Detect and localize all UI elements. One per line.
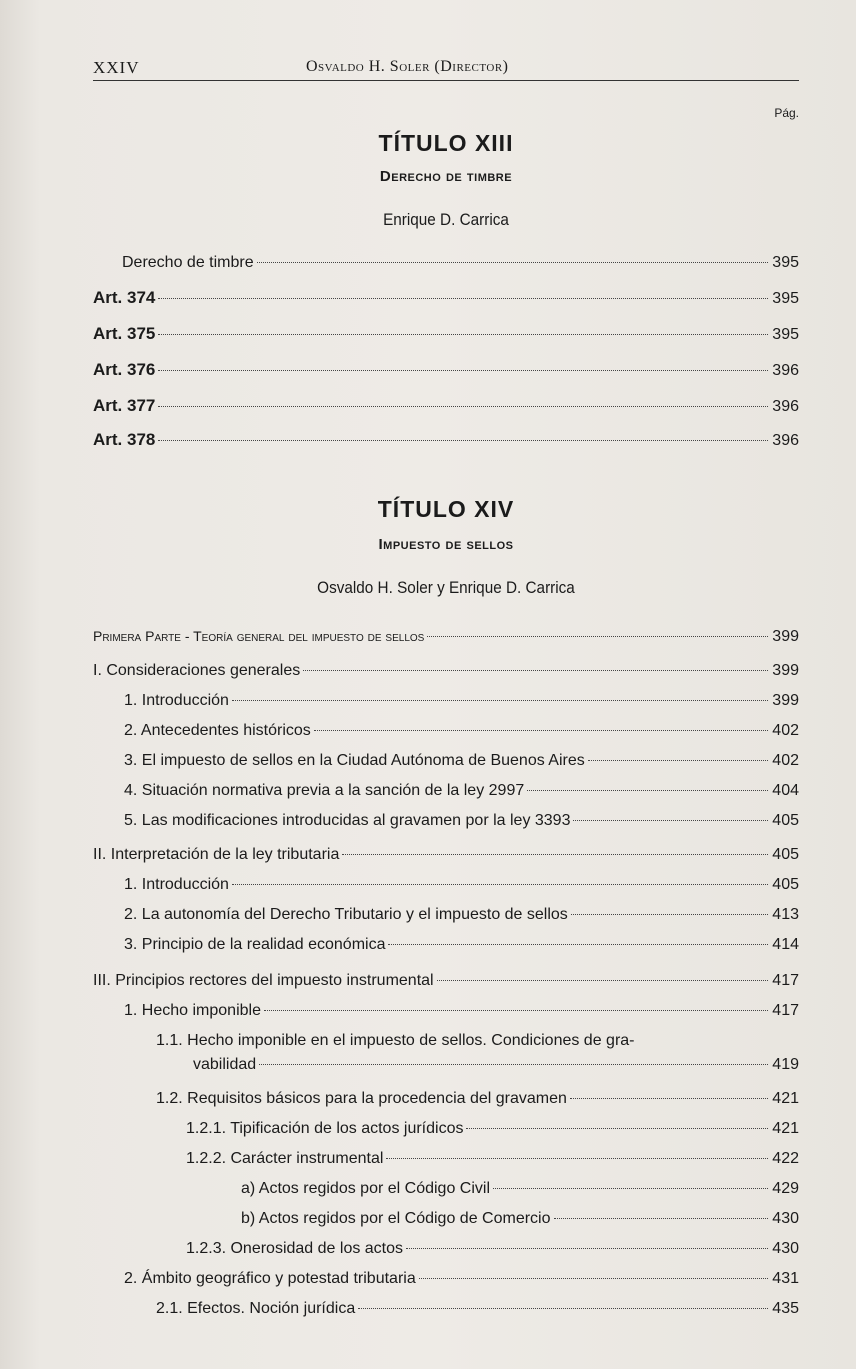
toc-entry-page: 399 bbox=[772, 628, 799, 645]
toc-entry[interactable] bbox=[193, 1056, 799, 1080]
toc-entry-label: 2.1. Efectos. Noción jurídica bbox=[156, 1300, 356, 1317]
toc-entry-page: 405 bbox=[772, 876, 799, 893]
toc-entry-label: Art. 377 bbox=[93, 396, 156, 415]
toc-entry-label: I. Consideraciones generales bbox=[93, 662, 301, 679]
toc-entry[interactable] bbox=[124, 936, 799, 960]
toc-entry-page: 431 bbox=[772, 1270, 799, 1287]
toc-entry[interactable] bbox=[156, 1090, 799, 1114]
toc-entry-line[interactable] bbox=[156, 1032, 799, 1056]
toc-entry-page: 396 bbox=[772, 398, 799, 415]
toc-entry[interactable] bbox=[93, 360, 799, 384]
toc-entry-page: 399 bbox=[772, 692, 799, 709]
toc-entry[interactable] bbox=[241, 1210, 799, 1234]
toc-entry-label: a) Actos regidos por el Código Civil bbox=[241, 1180, 491, 1197]
dot-leader bbox=[437, 980, 768, 981]
dot-leader bbox=[466, 1128, 768, 1129]
toc-entry[interactable] bbox=[124, 812, 799, 836]
toc-entry-page: 430 bbox=[772, 1210, 799, 1227]
toc-entry[interactable] bbox=[124, 876, 799, 900]
toc-entry[interactable] bbox=[124, 1270, 799, 1294]
toc-entry-label: 4. Situación normativa previa a la sanción de la ley 2997 bbox=[124, 782, 525, 799]
toc-entry[interactable] bbox=[93, 662, 799, 686]
dot-leader bbox=[571, 914, 768, 915]
dot-leader bbox=[419, 1278, 768, 1279]
toc-entry-page: 405 bbox=[772, 812, 799, 829]
toc-entry-label: b) Actos regidos por el Código de Comercio bbox=[241, 1210, 551, 1227]
toc-entry-page: 422 bbox=[772, 1150, 799, 1167]
toc-entry-page: 395 bbox=[772, 326, 799, 343]
toc-entry-page: 421 bbox=[772, 1120, 799, 1137]
toc-entry-label: 1.1. Hecho imponible en el impuesto de sellos. Condiciones de gra- bbox=[156, 1032, 635, 1049]
toc-entry[interactable] bbox=[122, 254, 799, 278]
toc-entry-label: 2. La autonomía del Derecho Tributario y el impuesto de sellos bbox=[124, 906, 568, 923]
toc-entry-label: 3. El impuesto de sellos en la Ciudad Autónoma de Buenos Aires bbox=[124, 752, 585, 769]
toc-entry-label: Art. 378 bbox=[93, 430, 156, 449]
subtitle-xiv: Impuesto de sellos bbox=[378, 536, 514, 553]
dot-leader bbox=[588, 760, 768, 761]
toc-entry-page: 402 bbox=[772, 752, 799, 769]
toc-entry-label: Derecho de timbre bbox=[122, 254, 254, 271]
toc-entry-page: 429 bbox=[772, 1180, 799, 1197]
toc-entry[interactable] bbox=[186, 1240, 799, 1264]
toc-entry-page: 419 bbox=[772, 1056, 799, 1073]
toc-entry-page: 405 bbox=[772, 846, 799, 863]
dot-leader bbox=[427, 636, 768, 637]
toc-entry-label: 1. Introducción bbox=[124, 876, 229, 893]
dot-leader bbox=[573, 820, 768, 821]
toc-entry-label: III. Principios rectores del impuesto instrumental bbox=[93, 972, 434, 989]
toc-entry-label: vabilidad bbox=[193, 1056, 257, 1073]
header-author: Osvaldo H. Soler (Director) bbox=[306, 58, 509, 75]
dot-leader bbox=[232, 884, 768, 885]
dot-leader bbox=[158, 406, 768, 407]
toc-entry-page: 395 bbox=[772, 290, 799, 307]
toc-entry[interactable] bbox=[156, 1300, 799, 1324]
dot-leader bbox=[232, 700, 768, 701]
toc-entry-part[interactable] bbox=[93, 628, 799, 652]
dot-leader bbox=[158, 370, 768, 371]
toc-entry-page: 417 bbox=[772, 972, 799, 989]
dot-leader bbox=[158, 298, 768, 299]
dot-leader bbox=[386, 1158, 768, 1159]
toc-entry-page: 396 bbox=[772, 362, 799, 379]
dot-leader bbox=[406, 1248, 768, 1249]
toc-entry-label: 1.2. Requisitos básicos para la procedencia del gravamen bbox=[156, 1090, 567, 1107]
dot-leader bbox=[570, 1098, 768, 1099]
page-folio: XXIV bbox=[93, 58, 140, 77]
toc-entry-label: 1.2.2. Carácter instrumental bbox=[186, 1150, 384, 1167]
toc-entry-label: Art. 376 bbox=[93, 360, 156, 379]
toc-entry-page: 396 bbox=[772, 432, 799, 449]
toc-entry-page: 414 bbox=[772, 936, 799, 953]
dot-leader bbox=[314, 730, 768, 731]
subtitle-xiii: Derecho de timbre bbox=[379, 168, 513, 185]
toc-entry[interactable] bbox=[241, 1180, 799, 1204]
toc-entry-page: 404 bbox=[772, 782, 799, 799]
dot-leader bbox=[493, 1188, 768, 1189]
toc-entry-label: Art. 374 bbox=[93, 288, 156, 307]
toc-entry[interactable] bbox=[93, 324, 799, 348]
dot-leader bbox=[257, 262, 768, 263]
toc-entry-page: 430 bbox=[772, 1240, 799, 1257]
toc-entry-page: 395 bbox=[772, 254, 799, 271]
toc-entry-label: Primera Parte - Teoría general del impuesto de sellos bbox=[93, 628, 425, 644]
toc-entry-page: 435 bbox=[772, 1300, 799, 1317]
dot-leader bbox=[388, 944, 768, 945]
toc-entry-label: 1. Introducción bbox=[124, 692, 229, 709]
dot-leader bbox=[158, 440, 768, 441]
title-xiv: TÍTULO XIV bbox=[377, 496, 515, 522]
toc-entry-label: 1. Hecho imponible bbox=[124, 1002, 261, 1019]
toc-entry-label: 1.2.1. Tipificación de los actos jurídicos bbox=[186, 1120, 464, 1137]
toc-entry-label: Art. 375 bbox=[93, 324, 156, 343]
toc-entry-page: 417 bbox=[772, 1002, 799, 1019]
dot-leader bbox=[158, 334, 768, 335]
toc-entry[interactable] bbox=[93, 846, 799, 870]
toc-entry-page: 421 bbox=[772, 1090, 799, 1107]
toc-entry-page: 413 bbox=[772, 906, 799, 923]
running-header bbox=[93, 58, 799, 81]
toc-entry-label: II. Interpretación de la ley tributaria bbox=[93, 846, 340, 863]
toc-entry[interactable] bbox=[93, 396, 799, 420]
toc-entry[interactable] bbox=[124, 692, 799, 716]
toc-entry[interactable] bbox=[186, 1120, 799, 1144]
toc-entry-page: 402 bbox=[772, 722, 799, 739]
toc-entry[interactable] bbox=[93, 972, 799, 996]
dot-leader bbox=[554, 1218, 769, 1219]
toc-entry[interactable] bbox=[124, 752, 799, 776]
dot-leader bbox=[264, 1010, 768, 1011]
toc-entry-label: 2. Ámbito geográfico y potestad tributaria bbox=[124, 1270, 416, 1287]
dot-leader bbox=[342, 854, 768, 855]
toc-entry-label: 1.2.3. Onerosidad de los actos bbox=[186, 1240, 404, 1257]
toc-entry-label: 5. Las modificaciones introducidas al gravamen por la ley 3393 bbox=[124, 812, 571, 829]
author-xiv: Osvaldo H. Soler y Enrique D. Carrica bbox=[317, 578, 575, 597]
toc-entry[interactable] bbox=[124, 722, 799, 746]
toc-entry[interactable] bbox=[124, 906, 799, 930]
toc-entry-label: 3. Principio de la realidad económica bbox=[124, 936, 386, 953]
title-xiii: TÍTULO XIII bbox=[378, 130, 514, 156]
toc-entry[interactable] bbox=[93, 430, 799, 454]
page-column-label: Pág. bbox=[774, 106, 799, 120]
toc-entry[interactable] bbox=[124, 1002, 799, 1026]
author-xiii: Enrique D. Carrica bbox=[383, 210, 509, 229]
toc-entry[interactable] bbox=[124, 782, 799, 806]
dot-leader bbox=[358, 1308, 768, 1309]
toc-entry[interactable] bbox=[186, 1150, 799, 1174]
toc-entry-page: 399 bbox=[772, 662, 799, 679]
dot-leader bbox=[527, 790, 768, 791]
toc-entry-label: 2. Antecedentes históricos bbox=[124, 722, 311, 739]
dot-leader bbox=[303, 670, 768, 671]
dot-leader bbox=[259, 1064, 768, 1065]
toc-entry[interactable] bbox=[93, 288, 799, 312]
